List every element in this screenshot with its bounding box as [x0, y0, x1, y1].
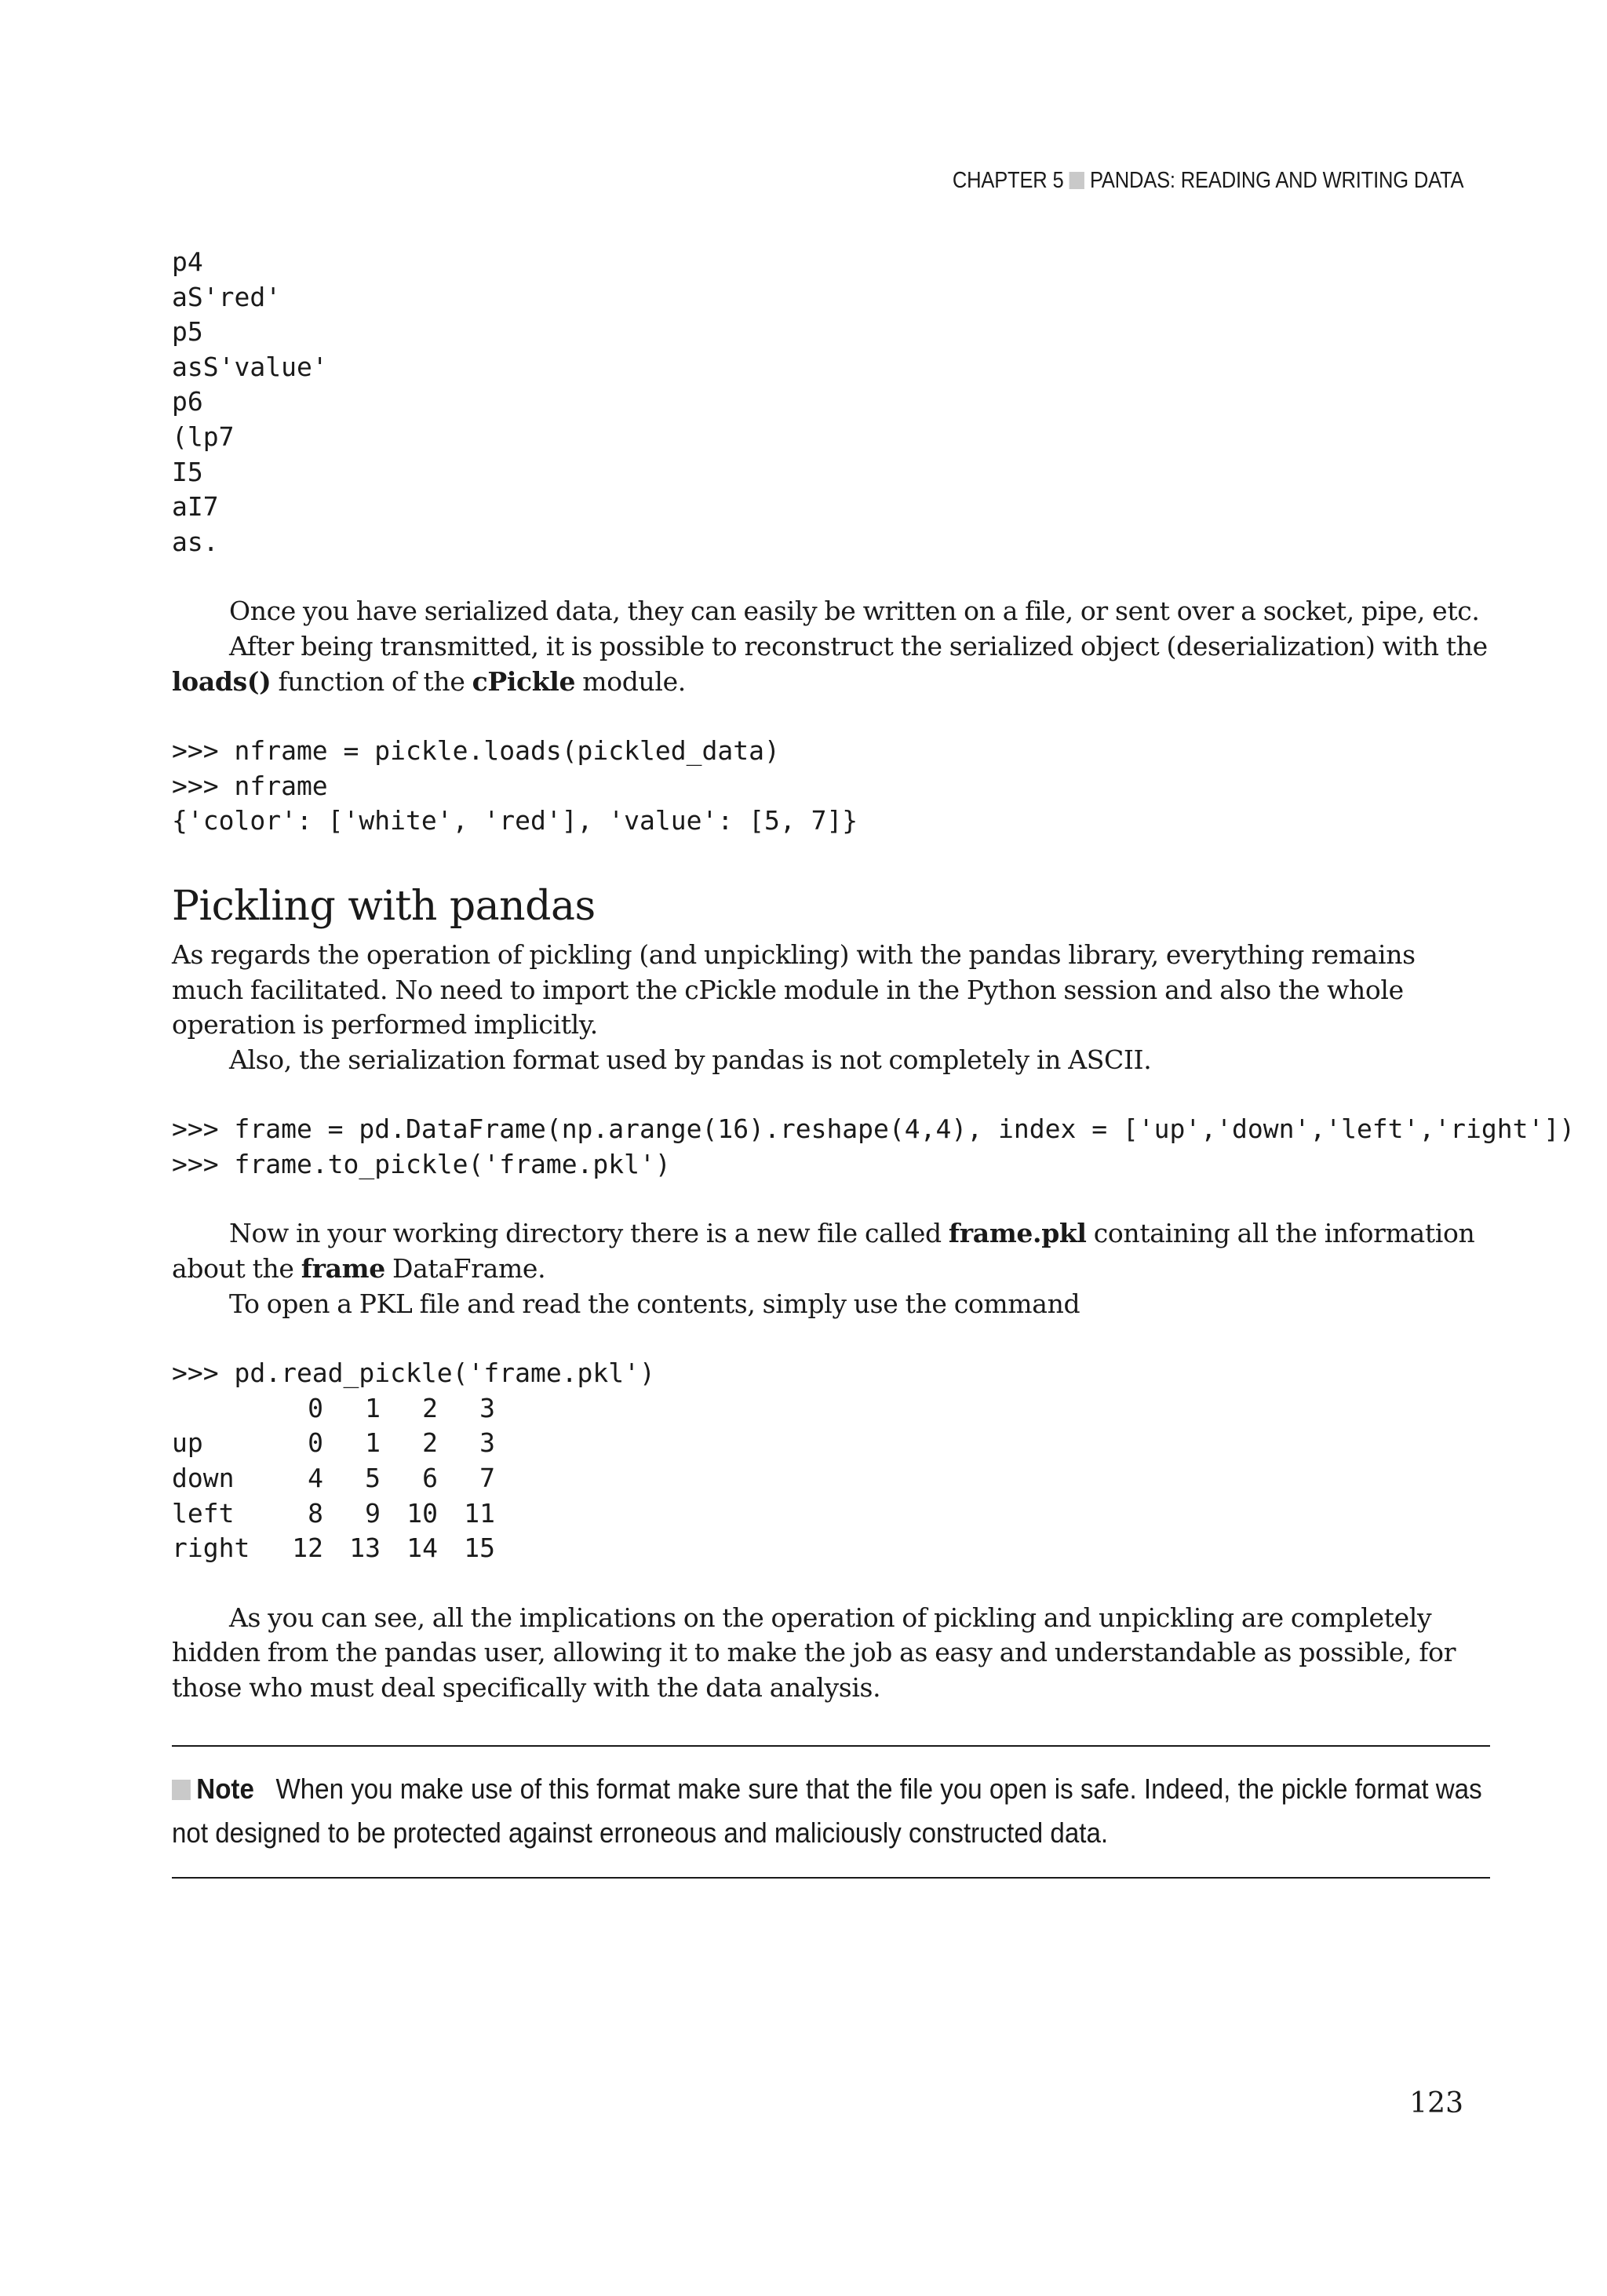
note-box: [172, 1745, 1490, 1879]
paragraph-pickling-pandas: As regards the operation of pickling (and unpickling) with the pandas library, everything remains much facilitated. No need to import the cPickle module in the Python session and also the whole operation is performed implicitly.: [172, 938, 1416, 1040]
note-body: When you make use of this format make sure that the file you open is safe. Indeed, the pickle format was not designed to be protected against erroneous and maliciously constructed data.: [172, 1772, 1482, 1849]
header-square-icon: [1069, 172, 1084, 189]
inline-code-loads: loads(): [172, 665, 271, 697]
paragraph-deserialization: After being transmitted, it is possible to reconstruct the serialized object (deserialization) with the loads() function of the cPickle module.: [172, 630, 1488, 697]
paragraph-open-pkl: To open a PKL file and read the contents, simply use the command: [229, 1288, 1080, 1319]
note-text: [172, 1767, 1490, 1855]
inline-name-frame: frame: [301, 1253, 385, 1285]
dataframe-index-cell: left: [172, 1497, 235, 1529]
paragraph-implications: As you can see, all the implications on the operation of pickling and unpickling are completely hidden from the pandas user, allowing it to make the job as easy and understandable as possible, for those who must deal specifically with the data analysis.: [172, 1602, 1456, 1703]
dataframe-column-header: 0: [308, 1392, 323, 1423]
dataframe-cell: 9: [365, 1497, 381, 1529]
page-content: [172, 245, 1576, 1879]
dataframe-cell: 1: [365, 1427, 381, 1459]
dataframe-cell: 14: [406, 1532, 438, 1564]
dataframe-header-row: [172, 1391, 495, 1427]
dataframe-cell: 6: [422, 1463, 438, 1494]
paragraph-serialization-format: Also, the serialization format used by pandas is not completely in ASCII.: [229, 1044, 1152, 1075]
dataframe-column-header: 2: [422, 1392, 438, 1423]
inline-code-cpickle: cPickle: [472, 665, 576, 697]
paragraph-frame-pkl: Now in your working directory there is a new file called frame.pkl containing all the information about the frame DataFrame.: [172, 1218, 1475, 1285]
table-row: [172, 1496, 495, 1532]
dataframe-output: [172, 1391, 495, 1566]
note-square-icon: [172, 1780, 191, 1800]
header-chapter: CHAPTER 5: [952, 168, 1064, 193]
page-number: 123: [1409, 2087, 1463, 2119]
note-label: Note: [196, 1772, 254, 1805]
code-block-to-pickle: >>> frame = pd.DataFrame(np.arange(16).reshape(4,4), index = ['up','down','left','right']) >>> frame.to_pickle('frame.pkl'): [172, 1113, 1576, 1179]
dataframe-index-cell: right: [172, 1532, 250, 1564]
table-row: [172, 1531, 495, 1566]
dataframe-cell: 7: [479, 1463, 495, 1494]
dataframe-cell: 8: [308, 1497, 323, 1529]
table-row: [172, 1426, 495, 1461]
header-title: PANDAS: READING AND WRITING DATA: [1089, 168, 1463, 193]
running-header: [952, 168, 1463, 194]
code-read-pickle-command: >>> pd.read_pickle('frame.pkl'): [172, 1358, 655, 1389]
dataframe-cell: 13: [349, 1532, 381, 1564]
inline-file-frame-pkl: frame.pkl: [948, 1218, 1087, 1249]
paragraph-serialized-data: Once you have serialized data, they can easily be written on a file, or sent over a socket, pipe, etc.: [229, 596, 1480, 627]
dataframe-cell: 11: [464, 1497, 495, 1529]
dataframe-cell: 5: [365, 1463, 381, 1494]
table-row: [172, 1461, 495, 1496]
dataframe-cell: 12: [292, 1532, 323, 1564]
dataframe-column-header: 3: [479, 1392, 495, 1423]
dataframe-cell: 15: [464, 1532, 495, 1564]
dataframe-cell: 2: [422, 1427, 438, 1459]
section-heading: Pickling with pandas: [172, 882, 596, 930]
dataframe-cell: 4: [308, 1463, 323, 1494]
dataframe-index-cell: up: [172, 1427, 203, 1459]
dataframe-column-header: 1: [365, 1392, 381, 1423]
code-block-loads: >>> nframe = pickle.loads(pickled_data) >>> nframe {'color': ['white', 'red'], 'value': [5, 7]}: [172, 735, 858, 836]
dataframe-cell: 0: [308, 1427, 323, 1459]
dataframe-cell: 10: [406, 1497, 438, 1529]
dataframe-cell: 3: [479, 1427, 495, 1459]
code-block-pickle-output: p4 aS'red' p5 asS'value' p6 (lp7 I5 aI7 as.: [172, 246, 328, 557]
dataframe-index-cell: down: [172, 1463, 235, 1494]
